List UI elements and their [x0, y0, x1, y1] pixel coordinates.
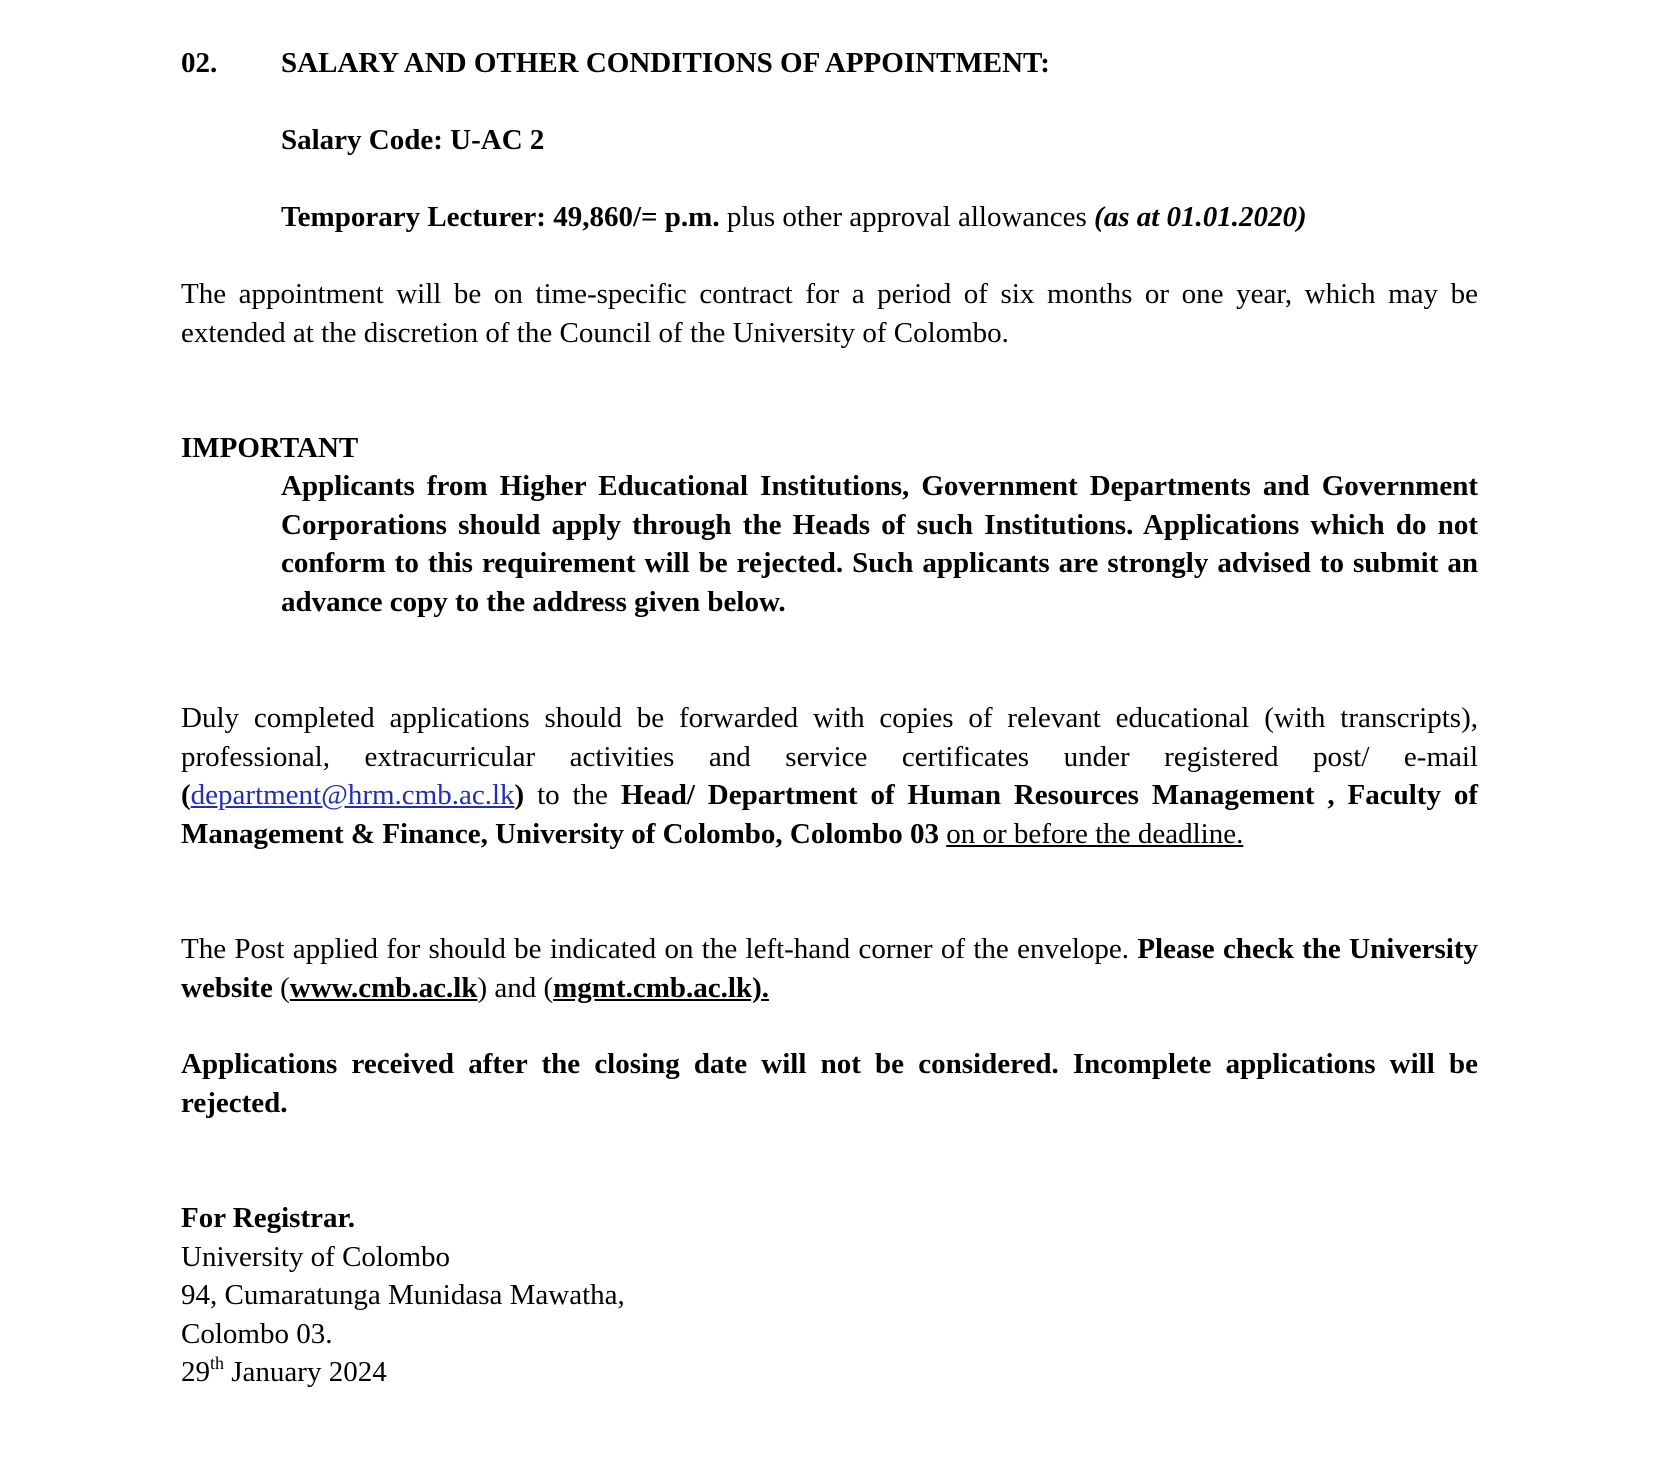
signature-line-1: University of Colombo — [181, 1240, 451, 1273]
email-link[interactable]: department@hrm.cmb.ac.lk — [190, 779, 515, 811]
salary-position-rest: plus other approval allowances — [719, 201, 1095, 233]
closing-notice-text: Applications received after the closing date will not be considered. Incomplete applications will be rejected. — [181, 1048, 1478, 1119]
salary-position-line — [281, 198, 1307, 237]
appointment-paragraph — [181, 275, 1478, 352]
section-number: 02. — [181, 47, 218, 79]
important-body-text: Applicants from Higher Educational Institutions, Government Departments and Government Corporations should apply through the Heads of such Institutions. Applications which do not conform to this requirement will be rejected. Such applicants are strongly advised to submit an advance copy to the address given below. — [281, 470, 1478, 618]
section-title: SALARY AND OTHER CONDITIONS OF APPOINTMENT: — [281, 47, 1050, 79]
important-heading — [181, 429, 358, 468]
email-close-paren: ) — [514, 779, 525, 811]
website-link-cmb[interactable]: www.cmb.ac.lk — [289, 971, 478, 1004]
closing-notice — [181, 1045, 1478, 1122]
email-open-paren: ( — [181, 779, 191, 811]
post-text: The Post applied for should be indicated on the left-hand corner of the envelope. — [181, 933, 1138, 965]
appointment-text: The appointment will be on time-specific contract for a period of six months or one year, which may be extended at the discretion of the Council of the University of Colombo. — [181, 278, 1478, 349]
date-day: 29 — [181, 1356, 210, 1388]
signature-for: For Registrar. — [181, 1202, 355, 1234]
important-heading-text: IMPORTANT — [181, 432, 359, 464]
date-rest: January 2024 — [224, 1356, 387, 1388]
signature-block — [181, 1199, 625, 1353]
salary-as-at: (as at 01.01.2020) — [1094, 201, 1307, 233]
post-paragraph — [181, 930, 1478, 1007]
website-link-mgmt[interactable]: mgmt.cmb.ac.lk). — [553, 971, 769, 1004]
salary-code-label: Salary Code: U-AC 2 — [281, 124, 545, 156]
website-and-text: ) and ( — [477, 971, 554, 1004]
submission-text: Duly completed applications should be forwarded with copies of relevant educational (with transcripts), professional, extracurricular activities and service certificates under registered post/ e-mail — [181, 702, 1478, 773]
salary-code — [281, 121, 544, 160]
section-heading — [181, 44, 1050, 83]
signature-line-3: Colombo 03. — [181, 1317, 333, 1350]
date-suffix: th — [210, 1353, 225, 1373]
check-website-text: Please check the University website — [181, 933, 1478, 1004]
important-body — [281, 467, 1478, 621]
document-date — [181, 1353, 387, 1392]
website1-open-paren: ( — [280, 971, 290, 1004]
salary-position-label: Temporary Lecturer: 49,860/= p.m. — [281, 201, 720, 233]
submission-paragraph — [181, 699, 1478, 853]
to-the-text: to the — [524, 779, 621, 811]
signature-line-2: 94, Cumaratunga Munidasa Mawatha, — [181, 1279, 625, 1311]
submission-address: Head/ Department of Human Resources Management , Faculty of Management & Finance, University of Colombo, Colombo 03 — [181, 779, 1478, 850]
deadline-text: on or before the deadline. — [946, 817, 1244, 850]
